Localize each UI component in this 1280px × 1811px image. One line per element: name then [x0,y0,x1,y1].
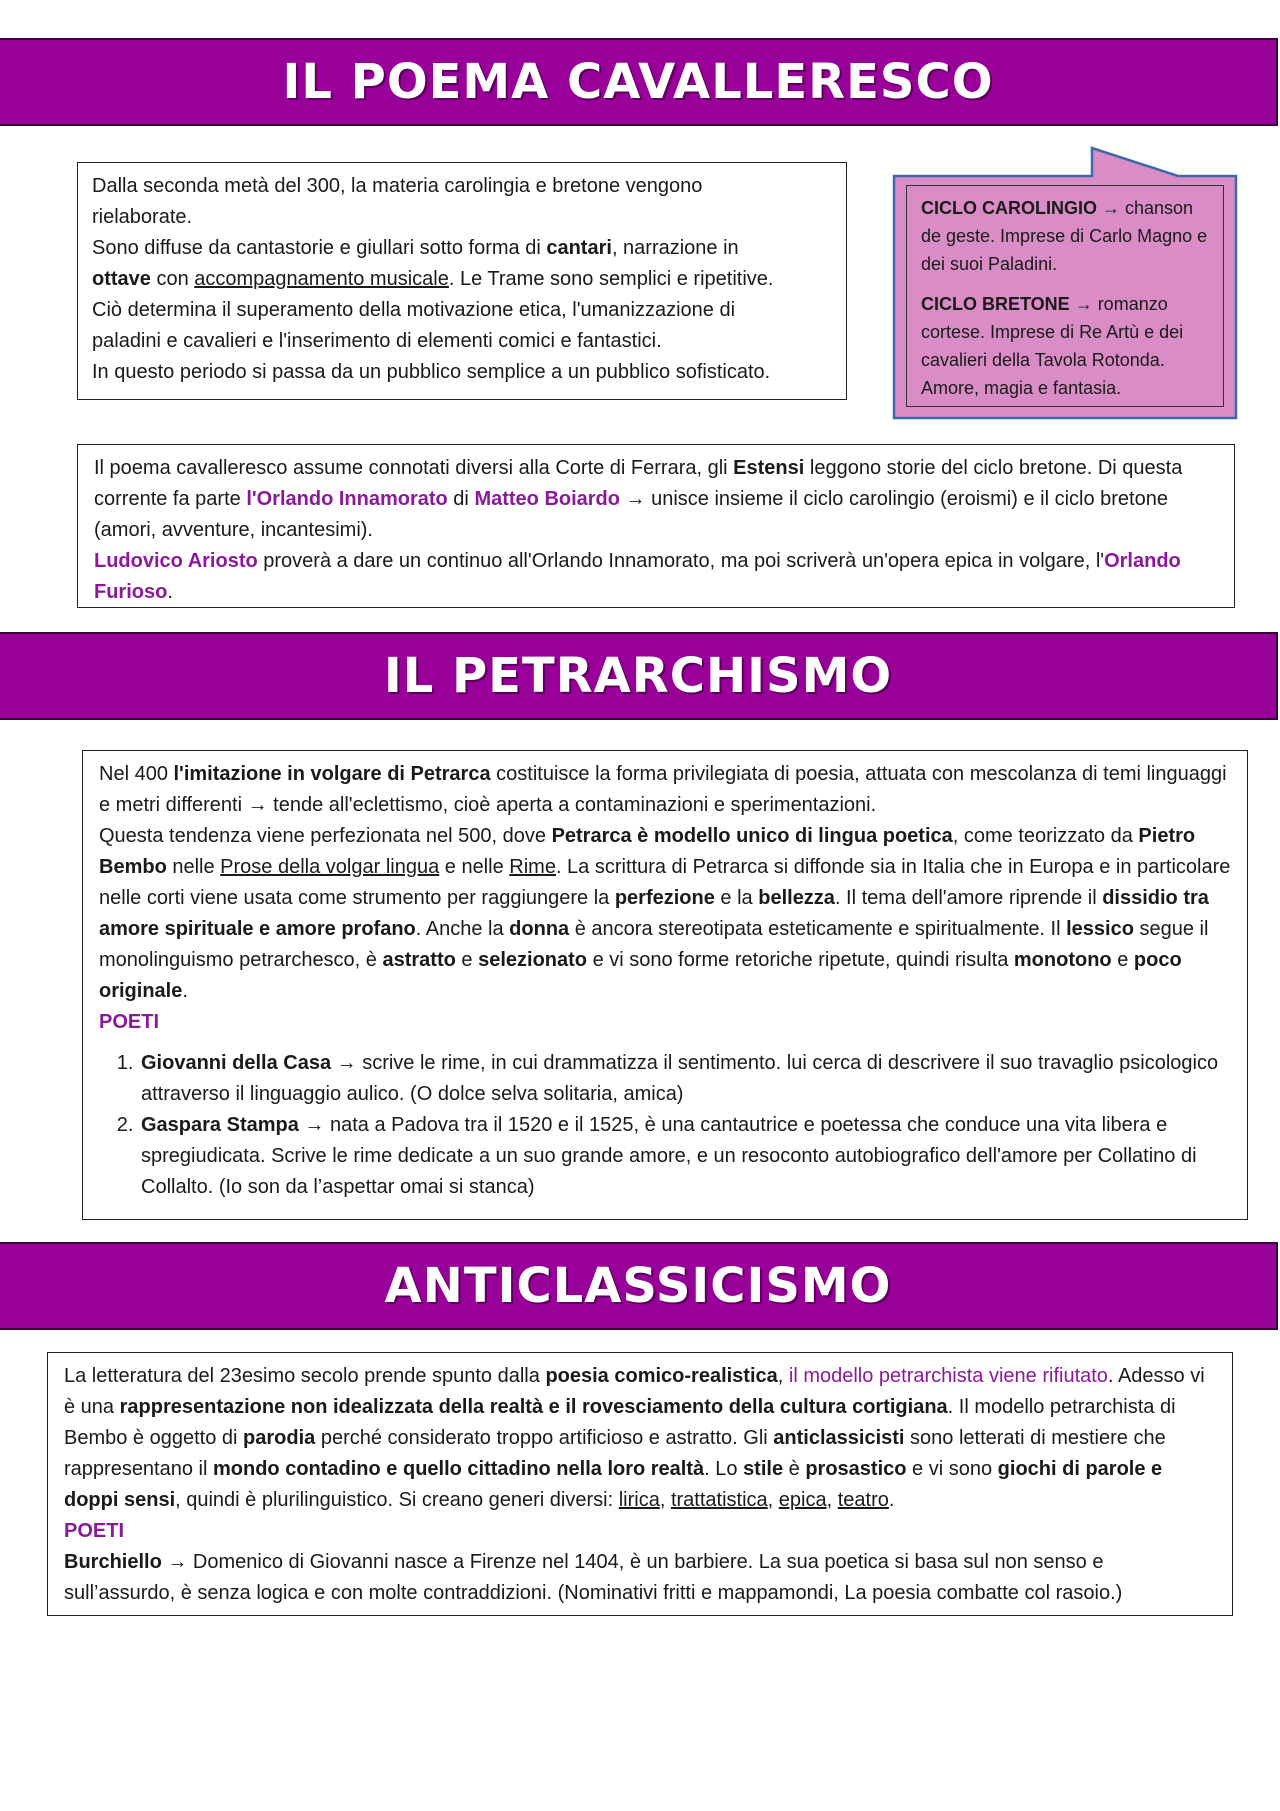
ferrara-text-box: Il poema cavalleresco assume connotati diversi alla Corte di Ferrara, gli Estensi leggono storie del ciclo bretone. Di questa corrente fa parte l'Orlando Innamorato di Matteo Boiardo → unisce insieme il ciclo carolingio (eroismi) e il ciclo bretone (amori, avventure, incantesimi). Ludovico Ariosto proverà a dare un continuo all'Orlando Innamorato, ma poi scriverà un'opera epica in volgare, l'Orlando Furioso. [77,444,1235,608]
section-title: IL PETRARCHISMO [383,648,893,704]
banner-poema-cavalleresco [0,38,1278,126]
list-item: 2. Gaspara Stampa → nata a Padova tra il 1520 e il 1525, è una cantautrice e poetessa che conduce una vita libera e spregiudicata. Scrive le rime dedicate a un suo grande amore, e un resoconto autobiografico dell'amore per Collatino di Collalto. (Io son da l’aspettar omai si stanca) [139,1110,1231,1203]
poeti-label: POETI [99,1011,160,1033]
banner-petrarchismo [0,632,1278,720]
poets-list [99,1048,1231,1203]
section-title: IL POEMA CAVALLERESCO [282,54,994,110]
anticlassicismo-text-box: La letteratura del 23esimo secolo prende spunto dalla poesia comico-realistica, il modello petrarchista viene rifiutato. Adesso vi è una rappresentazione non idealizzata della realtà e il rovesciamento della cultura cortigiana. Il modello petrarchista di Bembo è oggetto di parodia perché considerato troppo artificioso e astratto. Gli anticlassicisti sono letterati di mestiere che rappresentano il mondo contadino e quello cittadino nella loro realtà. Lo stile è prosastico e vi sono giochi di parole e doppi sensi, quindi è plurilinguistico. Si creano generi diversi: lirica, trattatistica, epica, teatro. POETI Burchiello → Domenico di Giovanni nasce a Firenze nel 1404, è un barbiere. La sua poetica si basa sul non senso e sull’assurdo, è senza logica e con molte contraddizioni. (Nominativi fritti e mappamondi, La poesia combatte col rasoio.) [47,1352,1233,1616]
intro-text-box: Dalla seconda metà del 300, la materia carolingia e bretone vengono rielaborate. Sono diffuse da cantastorie e giullari sotto forma di cantari, narrazione in ottave con accompagnamento musicale. Le Trame sono semplici e ripetitive. Ciò determina il superamento della motivazione etica, l'umanizzazione di paladini e cavalieri e l'inserimento di elementi comici e fantastici. In questo periodo si passa da un pubblico semplice a un pubblico sofisticato. [77,162,847,400]
poeti-label: POETI [64,1520,125,1542]
callout-cycles: CICLO CAROLINGIO → chanson de geste. Imprese di Carlo Magno e dei suoi Paladini. CICLO BRETONE → romanzo cortese. Imprese di Re Artù e dei cavalieri della Tavola Rotonda. Amore, magia e fantasia. [906,185,1224,407]
banner-anticlassicismo [0,1242,1278,1330]
section-title: ANTICLASSICISMO [384,1258,892,1314]
petrarchismo-text-box: Nel 400 l'imitazione in volgare di Petrarca costituisce la forma privilegiata di poesia, attuata con mescolanza di temi linguaggi e metri differenti → tende all'eclettismo, cioè aperta a contaminazioni e sperimentazioni. Questa tendenza viene perfezionata nel 500, dove Petrarca è modello unico di lingua poetica, come teorizzato da Pietro Bembo nelle Prose della volgar lingua e nelle Rime. La scrittura di Petrarca si diffonde sia in Italia che in Europa e in particolare nelle corti viene usata come strumento per raggiungere la perfezione e la bellezza. Il tema dell'amore riprende il dissidio tra amore spirituale e amore profano. Anche la donna è ancora stereotipata esteticamente e spiritualmente. Il lessico segue il monolinguismo petrarchesco, è astratto e selezionato e vi sono forme retoriche ripetute, quindi risulta monotono e poco originale. POETI 1. Giovanni della Casa → scrive le rime, in cui drammatizza il sentimento. lui cerca di descrivere il suo travaglio psicologico attraverso il linguaggio aulico. (O dolce selva solitaria, amica) 2. Gaspara Stampa → nata a Padova tra il 1520 e il 1525, è una cantautrice e poetessa che conduce una vita libera e spregiudicata. Scrive le rime dedicate a un suo grande amore, e un resoconto autobiografico dell'amore per Collatino di Collalto. (Io son da l’aspettar omai si stanca) [82,750,1248,1220]
list-item: 1. Giovanni della Casa → scrive le rime, in cui drammatizza il sentimento. lui cerca di descrivere il suo travaglio psicologico attraverso il linguaggio aulico. (O dolce selva solitaria, amica) [139,1048,1231,1110]
